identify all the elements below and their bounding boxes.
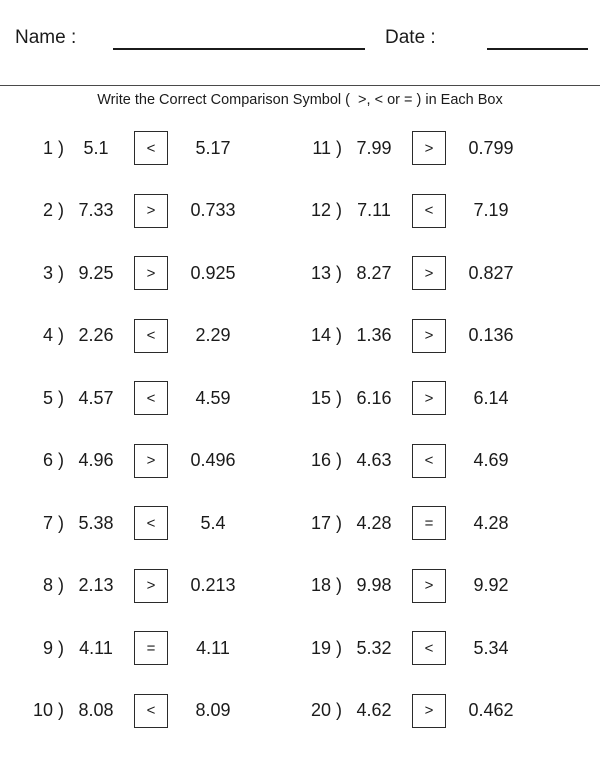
comparison-symbol: > [146,452,156,470]
right-value: 4.11 [196,637,230,658]
left-value: 4.62 [356,700,392,721]
problem-number: 20 ) [310,700,342,721]
comparison-answer-box[interactable] [412,256,446,290]
left-value: 5.32 [356,637,392,658]
comparison-symbol: < [146,514,156,532]
problems-column-right [300,117,578,742]
comparison-symbol: < [424,639,434,657]
comparison-symbol: < [146,702,156,720]
problem-row [300,617,578,680]
comparison-symbol: = [424,514,434,532]
left-value: 5.1 [83,137,109,158]
left-value: 8.27 [356,262,392,283]
comparison-answer-box[interactable] [134,506,168,540]
problem-row [22,680,300,743]
problem-row [300,242,578,305]
comparison-answer-box[interactable] [412,694,446,728]
comparison-symbol: > [424,264,434,282]
right-value: 9.92 [473,575,509,596]
name-label: Name : [15,27,77,48]
right-value: 0.799 [468,137,514,158]
comparison-answer-box[interactable] [412,444,446,478]
comparison-symbol: > [424,139,434,157]
left-value: 5.38 [78,512,114,533]
problem-number: 10 ) [32,700,64,721]
right-value: 5.17 [195,137,231,158]
left-value: 7.99 [356,137,392,158]
right-value: 5.34 [473,637,509,658]
comparison-answer-box[interactable] [412,131,446,165]
comparison-symbol: > [424,702,434,720]
right-value: 0.496 [190,450,236,471]
comparison-symbol: < [424,452,434,470]
problem-row [22,242,300,305]
problem-number: 3 ) [42,262,64,283]
comparison-answer-box[interactable] [134,194,168,228]
comparison-symbol: = [146,639,156,657]
problem-row [300,367,578,430]
problem-row [300,305,578,368]
comparison-answer-box[interactable] [134,444,168,478]
date-fill-in-line[interactable] [487,30,588,50]
problem-number: 9 ) [42,637,64,658]
comparison-symbol: > [424,389,434,407]
comparison-answer-box[interactable] [134,381,168,415]
right-value: 5.4 [200,512,226,533]
left-value: 7.33 [78,200,114,221]
problem-number: 14 ) [310,325,342,346]
problem-row [22,117,300,180]
worksheet-title: Write the Correct Comparison Symbol ( >, < or = ) in Each Box [97,92,503,108]
comparison-symbol: < [146,139,156,157]
right-value: 8.09 [195,700,231,721]
comparison-symbol: > [146,264,156,282]
problem-number: 2 ) [42,200,64,221]
problem-row [22,617,300,680]
problem-row [22,305,300,368]
problem-row [300,117,578,180]
problem-number: 18 ) [310,575,342,596]
right-value: 6.14 [473,387,509,408]
comparison-answer-box[interactable] [134,694,168,728]
problem-number: 16 ) [310,450,342,471]
left-value: 4.57 [78,387,114,408]
problem-number: 8 ) [42,575,64,596]
left-value: 4.11 [79,637,113,658]
problem-number: 4 ) [42,325,64,346]
problem-row [22,555,300,618]
problem-number: 13 ) [310,262,342,283]
name-fill-in-line[interactable] [113,30,365,50]
problem-row [22,492,300,555]
comparison-symbol: > [146,577,156,595]
left-value: 4.28 [356,512,392,533]
problem-number: 17 ) [310,512,342,533]
problem-row [300,680,578,743]
problem-row [300,492,578,555]
left-value: 2.26 [78,325,114,346]
problem-number: 5 ) [42,387,64,408]
left-value: 4.63 [356,450,392,471]
comparison-answer-box[interactable] [412,631,446,665]
comparison-symbol: < [424,202,434,220]
comparison-answer-box[interactable] [412,569,446,603]
comparison-answer-box[interactable] [412,319,446,353]
problem-number: 1 ) [42,137,64,158]
problem-row [300,555,578,618]
problems-column-left [22,117,300,742]
problem-number: 12 ) [310,200,342,221]
problem-number: 6 ) [42,450,64,471]
right-value: 0.136 [468,325,514,346]
comparison-answer-box[interactable] [134,256,168,290]
comparison-symbol: > [424,577,434,595]
comparison-symbol: < [146,327,156,345]
right-value: 0.827 [468,262,514,283]
left-value: 9.98 [356,575,392,596]
right-value: 4.69 [473,450,509,471]
problem-row [22,180,300,243]
comparison-answer-box[interactable] [412,506,446,540]
comparison-answer-box[interactable] [134,569,168,603]
right-value: 4.59 [195,387,231,408]
problem-row [22,430,300,493]
comparison-answer-box[interactable] [134,131,168,165]
right-value: 7.19 [473,200,509,221]
problems-area [22,117,578,742]
problem-row [300,430,578,493]
problem-number: 7 ) [42,512,64,533]
left-value: 1.36 [356,325,392,346]
comparison-symbol: > [146,202,156,220]
header-divider [0,85,600,86]
right-value: 0.213 [190,575,236,596]
left-value: 7.11 [357,200,391,221]
problem-row [22,367,300,430]
right-value: 0.733 [190,200,236,221]
right-value: 2.29 [195,325,231,346]
comparison-answer-box[interactable] [134,319,168,353]
right-value: 0.925 [190,262,236,283]
left-value: 9.25 [78,262,114,283]
problem-number: 15 ) [310,387,342,408]
comparison-symbol: > [424,327,434,345]
problem-row [300,180,578,243]
comparison-symbol: < [146,389,156,407]
right-value: 4.28 [473,512,509,533]
left-value: 2.13 [78,575,114,596]
comparison-answer-box[interactable] [412,381,446,415]
left-value: 8.08 [78,700,114,721]
left-value: 6.16 [356,387,392,408]
problem-number: 19 ) [310,637,342,658]
comparison-answer-box[interactable] [134,631,168,665]
left-value: 4.96 [78,450,114,471]
date-label: Date : [385,27,436,48]
comparison-answer-box[interactable] [412,194,446,228]
right-value: 0.462 [468,700,514,721]
problem-number: 11 ) [312,137,342,158]
